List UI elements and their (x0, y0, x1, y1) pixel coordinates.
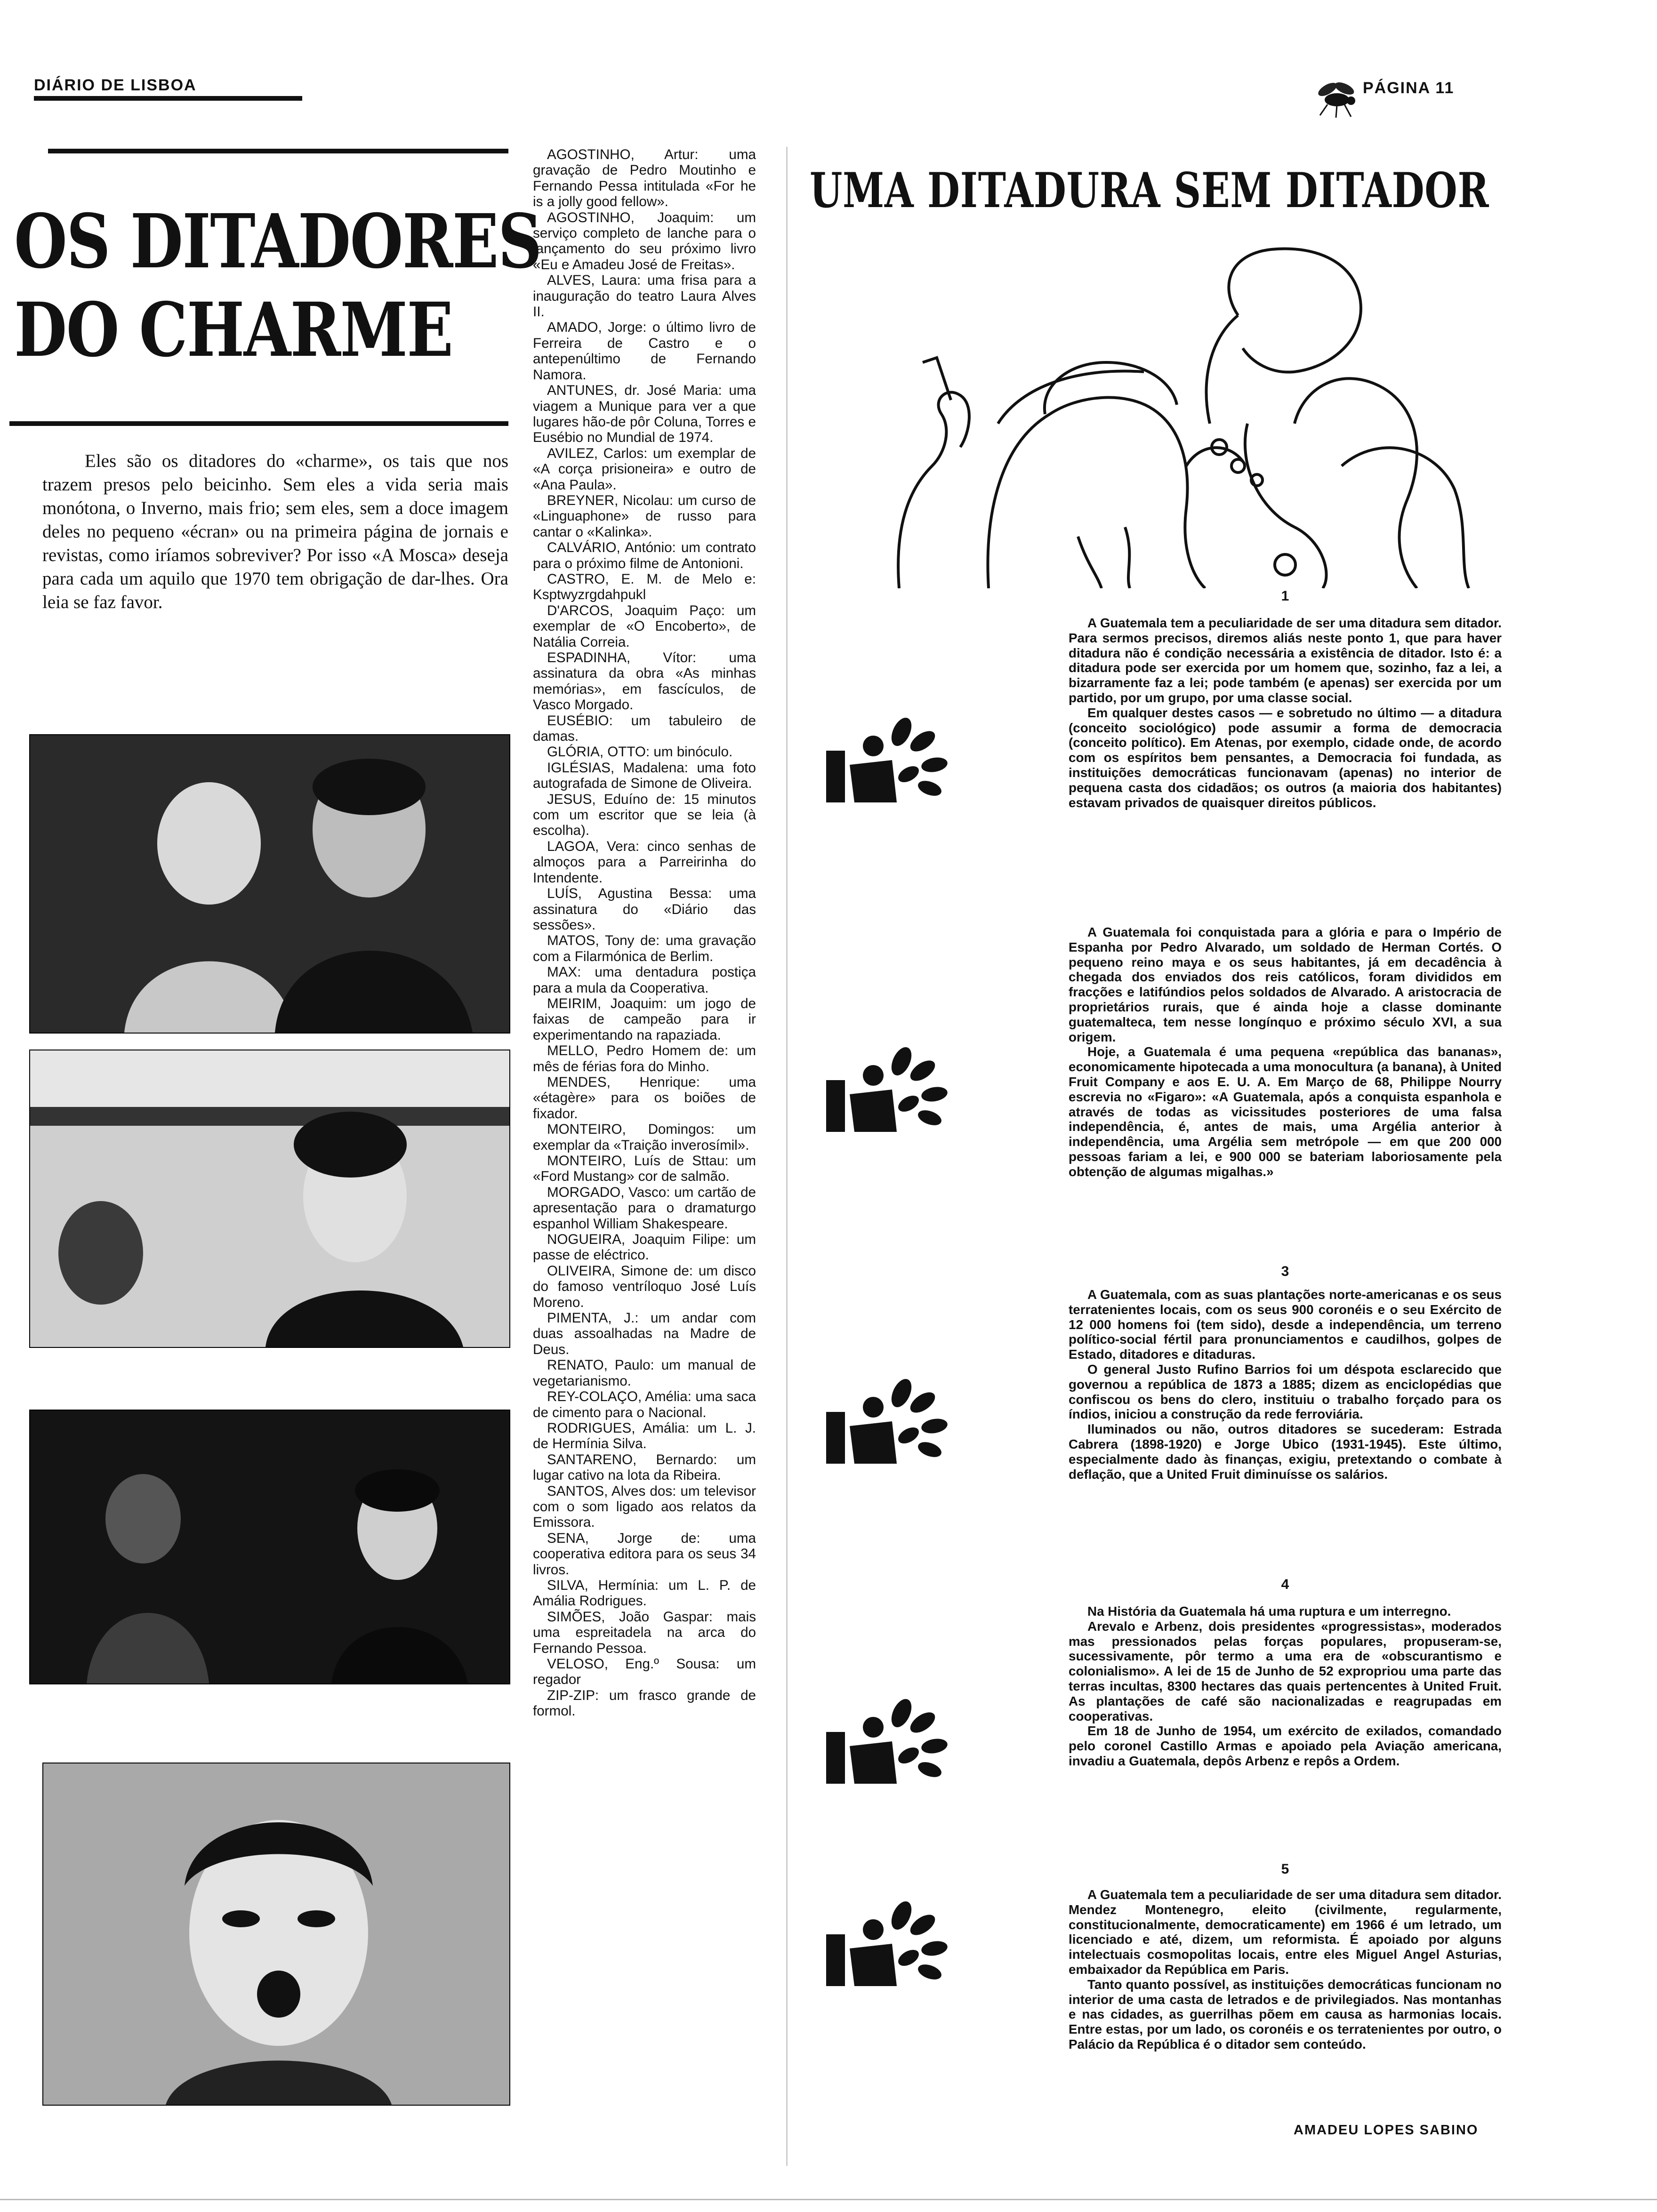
hand-flower-icon (821, 1374, 953, 1473)
line-art-illustration (880, 245, 1506, 588)
list-item: MELLO, Pedro Homem de: um mês de férias fora do Minho. (533, 1043, 756, 1074)
hand-flower-icon (821, 1694, 953, 1793)
list-item: MEIRIM, Joaquim: um jogo de faixas de campeão para ir experimentando na rapaziada. (533, 995, 756, 1043)
photo-two-men (29, 734, 510, 1034)
list-item: EUSÉBIO: um tabuleiro de damas. (533, 713, 756, 745)
list-item: JESUS, Eduíno de: 15 minutos com um escritor que se leia (à escolha). (533, 791, 756, 839)
list-item: RENATO, Paulo: um manual de vegetarianismo. (533, 1357, 756, 1389)
list-item: AGOSTINHO, Artur: uma gravação de Pedro Moutinho e Fernando Pessa intitulada «For he is a jolly good fellow». (533, 147, 756, 210)
section-paragraph: Em qualquer destes casos — e sobretudo no último — a ditadura (conceito sociológico) pode assumir a forma de democracia (conceito político). Em Atenas, por exemplo, cidade onde, de acordo com os espíritos bem pensantes, a Democracia foi fundada, as instituições democráticas funcionavam (apenas) no interior de pequena casta dos cidadãos; os outros (a maioria dos habitantes) estavam privados de quaisquer direitos públicos. (1069, 705, 1502, 810)
section-paragraph: A Guatemala foi conquistada para a glória e para o Império de Espanha por Pedro Alvarado, um soldado de Herman Cortés. O pequeno reino maya e os seus habitantes, já em decadência à chegada dos enviados dos reis católicos, foram divididos em fracções e latifúndios pelos soldados de Alvarado. A aristocracia de proprietários rurais, que é ainda hoje a classe dominante guatemalteca, tem nesse longínquo e próximo século XVI, a sua origem. (1069, 925, 1502, 1044)
list-item: CASTRO, E. M. de Melo e: Ksptwyzrgdahpukl (533, 571, 756, 603)
list-item: MONTEIRO, Luís de Sttau: um «Ford Mustang» cor de salmão. (533, 1153, 756, 1185)
list-item: NOGUEIRA, Joaquim Filipe: um passe de eléctrico. (533, 1232, 756, 1263)
article-title-line-2: DO CHARME (14, 287, 453, 374)
masthead-paper-name: DIÁRIO DE LISBOA (34, 76, 197, 94)
section-4 (1069, 1604, 1502, 1769)
list-item: SENA, Jorge de: uma cooperativa editora para os seus 34 livros. (533, 1530, 756, 1578)
list-item: RODRIGUES, Amália: um L. J. de Hermínia Silva. (533, 1420, 756, 1452)
list-item: SIMÕES, João Gaspar: mais uma espreitadela na arca do Fernando Pessoa. (533, 1609, 756, 1656)
hand-flower-icon (821, 713, 953, 812)
list-item: ZIP-ZIP: um frasco grande de formol. (533, 1687, 756, 1719)
masthead-rule (34, 96, 302, 101)
section-paragraph: Arevalo e Arbenz, dois presidentes «progressistas», moderados mas pressionados pelas forças populares, propuseram-se, sucessivamente, pôr termo a uma era de «obscurantismo e colonialismo». A lei de 15 de Junho de 52 expropriou uma parte das terras incultas, 8300 hectares das quais pertencentes à United Fruit. As plantações de café são nacionalizadas e reagrupadas em cooperativas. (1069, 1619, 1502, 1723)
list-item: SANTARENO, Bernardo: um lugar cativo na lota da Ribeira. (533, 1451, 756, 1483)
list-item: MONTEIRO, Domingos: um exemplar da «Traição inverosímil». (533, 1122, 756, 1153)
list-item: MAX: uma dentadura postiça para a mula da Cooperativa. (533, 964, 756, 996)
list-item: SILVA, Hermínia: um L. P. de Amália Rodrigues. (533, 1577, 756, 1609)
title-top-rule (48, 149, 508, 153)
list-item: MENDES, Henrique: uma «étagère» para os boiões de fixador. (533, 1074, 756, 1122)
section-number-4: 4 (1281, 1577, 1289, 1592)
list-item: GLÓRIA, OTTO: um binóculo. (547, 744, 733, 760)
list-item: VELOSO, Eng.º Sousa: um regador (533, 1656, 756, 1688)
section-number-1: 1 (1281, 588, 1289, 604)
list-item: SANTOS, Alves dos: um televisor com o som ligado aos relatos da Emissora. (533, 1483, 756, 1531)
list-item: IGLÉSIAS, Madalena: uma foto autografada de Simone de Oliveira. (533, 760, 756, 792)
author-signature: AMADEU LOPES SABINO (1294, 2123, 1479, 2138)
article-intro: Eles são os ditadores do «charme», os tais que nos trazem presos pelo beicinho. Sem eles a vida seria mais monótona, o Inverno, mais frio; sem eles, sem a doce imagem deles no pequeno «écran» ou na primeira página de jornais e revistas, como iríamos sobreviver? Por isso «A Mosca» deseja para cada um aquilo que 1970 tem obrigação de dar-lhes. Ora leia se faz favor. (42, 451, 508, 612)
list-item: D'ARCOS, Joaquim Paço: um exemplar de «O Encoberto», de Natália Correia. (533, 602, 756, 650)
page-bottom-rule (0, 2199, 1657, 2200)
section-number-5: 5 (1281, 1861, 1289, 1877)
list-item: LAGOA, Vera: cinco senhas de almoços para a Parreirinha do Intendente. (533, 838, 756, 886)
section-paragraph: A Guatemala tem a peculiaridade de ser uma ditadura sem ditador. Mendez Montenegro, eleito (civilmente, regularmente, constitucionalmente, democraticamente) em 1966 é um letrado, um licenciado e até, dizem, um reformista. É apoiado por alguns intelectuais cosmopolitas locais, entre eles Miguel Angel Asturias, embaixador da República em Paris. (1069, 1887, 1502, 1977)
list-item: BREYNER, Nicolau: um curso de «Linguaphone» de russo para cantar o «Kalinka». (533, 492, 756, 540)
photo-couple (29, 1050, 510, 1348)
list-item: PIMENTA, J.: um andar com duas assoalhadas na Madre de Deus. (533, 1310, 756, 1357)
title-bottom-rule (9, 421, 508, 426)
hand-flower-icon (821, 1042, 953, 1141)
section-paragraph: Iluminados ou não, outros ditadores se sucederam: Estrada Cabrera (1898-1920) e Jorge Ubico (1931-1945). Este último, especialmente dado às finanças, exigiu, pretextando o combate à deflação, que a United Fruit diminuísse os salários. (1069, 1422, 1502, 1482)
list-item: MATOS, Tony de: uma gravação com a Filarmónica de Berlim. (533, 933, 756, 964)
section-3 (1069, 1287, 1502, 1482)
article-title-line-1: OS DITADORES (14, 198, 541, 285)
section-5 (1069, 1887, 1502, 2052)
photo-dark-scene (29, 1410, 510, 1684)
list-item: CALVÁRIO, António: um contrato para o próximo filme de Antonioni. (533, 540, 756, 571)
hand-flower-icon (821, 1897, 953, 1996)
list-item: ANTUNES, dr. José Maria: uma viagem a Munique para ver a que lugares hão-de pôr Coluna, Torres e Eusébio no Mundial de 1974. (533, 383, 756, 446)
list-item: REY-COLAÇO, Amélia: uma saca de cimento para o Nacional. (533, 1389, 756, 1420)
section-paragraph: A Guatemala tem a peculiaridade de ser uma ditadura sem ditador. Para sermos precisos, diremos aliás neste ponto 1, que para haver ditadura não é condição necessária a existência de ditador. Isto é: a ditadura pode ser exercida por um homem que, sozinho, faz a lei, a bizarramente faz a lei; pode também (e apenas) ser exercida por um partido, por um grupo, por uma classe social. (1069, 616, 1502, 705)
section-paragraph: Hoje, a Guatemala é uma pequena «república das bananas», economicamente hipotecada a uma monocultura (a banana), à United Fruit Company e aos E. U. A. Em Março de 68, Philippe Nourry escrevia no «Figaro»: «A Guatemala, após a conquista espanhola e através de todas as vicissitudes posteriores de uma falsa independência, é, antes de mais, uma Argélia anterior à independência, uma Argélia sem metrópole — em que 200 000 pessoas fariam a lei, e 900 000 se bateriam laboriosamente pela obtenção de algumas migalhas.» (1069, 1044, 1502, 1179)
section-paragraph: Em 18 de Junho de 1954, um exército de exilados, comandado pelo coronel Castillo Armas e apoiado pela Aviação americana, invadiu a Guatemala, depôs Arbenz e repôs a Ordem. (1069, 1723, 1502, 1768)
list-item: AMADO, Jorge: o último livro de Ferreira de Castro e o antepenúltimo de Fernando Namora. (533, 320, 756, 383)
list-item: ESPADINHA, Vítor: uma assinatura da obra «As minhas memórias», em fascículos, de Vasco Morgado. (533, 650, 756, 713)
column-divider (786, 147, 788, 2166)
section-2 (1069, 925, 1502, 1179)
list-item: AVILEZ, Carlos: um exemplar de «A corça prisioneira» e outro de «Ana Paula». (533, 445, 756, 493)
article-title (14, 198, 541, 375)
section-paragraph: O general Justo Rufino Barrios foi um déspota esclarecido que governou a república de 1873 a 1885; dizem as enciclopédias que confiscou os bens do clero, instituiu o trabalho forçado para os índios, iniciou a construção da rede ferroviária. (1069, 1362, 1502, 1422)
photo-woman-screaming (42, 1763, 510, 2106)
gift-list (533, 147, 756, 1719)
page-number: PÁGINA 11 (1363, 79, 1455, 97)
fly-icon (1313, 71, 1360, 122)
section-1 (1069, 616, 1502, 810)
section-paragraph: Tanto quanto possível, as instituições democráticas funcionam no interior de uma casta de letrados e de privilegiados. Nas montanhas e nas cidades, as guerrilhas põem em causa as harmonias locais. Entre estas, por um lado, os coronéis e os terratenientes por outro, o Palácio da República é o ditador sem conteúdo. (1069, 1977, 1502, 2052)
list-item: AGOSTINHO, Joaquim: um serviço completo de lanche para o lançamento do seu próximo livro «Eu e Amadeu José de Freitas». (533, 209, 756, 272)
section-paragraph: Na História da Guatemala há uma ruptura e um interregno. (1087, 1604, 1451, 1619)
right-headline: UMA DITADURA SEM DITADOR (810, 162, 1489, 219)
section-number-3: 3 (1281, 1264, 1289, 1279)
list-item: ALVES, Laura: uma frisa para a inauguração do teatro Laura Alves II. (533, 272, 756, 320)
section-paragraph: A Guatemala, com as suas plantações norte-americanas e os seus terratenientes locais, com os seus 900 coronéis e o seu Exército de 12 000 homens foi (tem sido), desde a independência, um terreno político-social fértil para pronunciamentos e caudilhos, golpes de Estado, ditadores e ditaduras. (1069, 1287, 1502, 1362)
list-item: OLIVEIRA, Simone de: um disco do famoso ventríloquo José Luís Moreno. (533, 1263, 756, 1310)
list-item: MORGADO, Vasco: um cartão de apresentação para o dramaturgo espanhol William Shakespeare. (533, 1184, 756, 1232)
list-item: LUÍS, Agustina Bessa: uma assinatura do «Diário das sessões». (533, 886, 756, 933)
